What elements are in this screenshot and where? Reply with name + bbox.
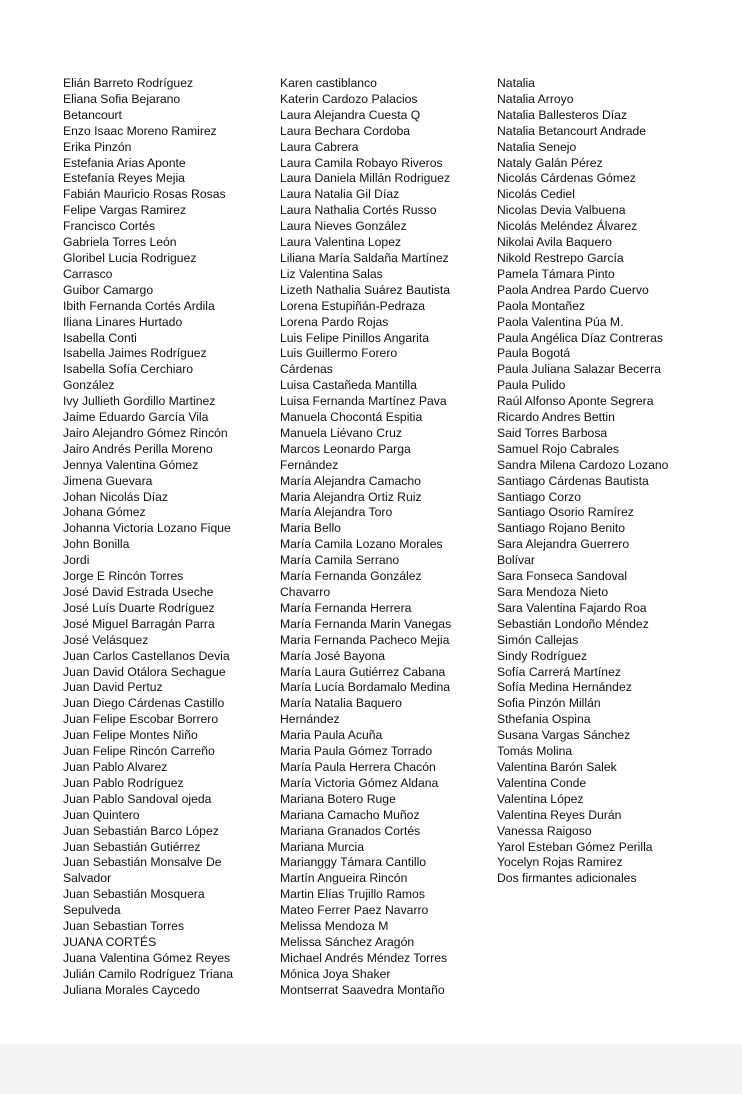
signatory-name: Lizeth Nathalia Suárez Bautista (280, 282, 451, 297)
signatory-name: Paula Bogotá (497, 346, 571, 361)
signatory-name: Gabriela Torres León (63, 235, 177, 250)
signatory-name: Yocelyn Rojas Ramirez (497, 855, 623, 870)
signatory-name: Maria Alejandra Ortiz Ruiz (280, 489, 422, 504)
signatory-name: Laura Camila Robayo Riveros (280, 155, 443, 170)
signatory-name: Maria Paula Gómez Torrado (280, 744, 433, 759)
signatory-name: Jaime Eduardo García Vila (63, 410, 209, 425)
signatory-name: Juan David Pertuz (63, 680, 163, 695)
signatory-name: Natalia (497, 76, 535, 90)
signatory-name: Paola Andrea Pardo Cuervo (497, 282, 649, 297)
signatory-name: Laura Cabrera (280, 139, 359, 154)
signatory-name: Melissa Mendoza M (280, 919, 389, 934)
signatory-name: Liliana María Saldaña Martínez (280, 250, 449, 265)
signatory-name: Vanessa Raigoso (497, 823, 592, 838)
signatory-name: González (63, 378, 115, 393)
signatory-name: Martín Angueira Rincón (280, 871, 408, 886)
signatory-name: Luis Felipe Pinillos Angarita (280, 330, 430, 345)
signatory-name: Eliana Sofia Bejarano (63, 91, 181, 106)
signatory-name: Mariana Camacho Muñoz (280, 807, 420, 822)
signatory-name: Sara Alejandra Guerrero (497, 537, 630, 552)
signatory-name: Valentina Conde (497, 775, 587, 790)
signatory-name: María Alejandra Toro (280, 505, 393, 520)
signatory-name: Santiago Corzo (497, 489, 582, 504)
signatory-name: Melissa Sánchez Aragón (280, 934, 415, 949)
signatory-name: José Velásquez (63, 632, 149, 647)
signatory-name: Elián Barreto Rodríguez (63, 76, 194, 90)
signatory-name: Nikolai Avila Baquero (497, 235, 612, 250)
signatory-name: Natalia Senejo (497, 139, 577, 154)
signatory-name: Johanna Victoria Lozano Fique (63, 521, 231, 536)
signatory-name: Jairo Andrés Perilla Moreno (63, 441, 213, 456)
signatory-name: Sandra Milena Cardozo Lozano (497, 457, 669, 472)
signatory-name: José Miguel Barragán Parra (63, 616, 215, 631)
signatory-name: Natalia Ballesteros Díaz (497, 107, 628, 122)
signatory-name: María José Bayona (280, 648, 386, 663)
signatories-column-3 (497, 76, 668, 887)
signatory-name: Sebastián Londoño Méndez (497, 616, 649, 631)
signatory-name: Juan Diego Cárdenas Castillo (63, 696, 225, 711)
signatory-name: Laura Nieves González (280, 219, 407, 234)
signatory-name: Karen castiblanco (280, 76, 377, 90)
signatory-name: Maria Fernanda Pacheco Mejia (280, 632, 450, 647)
signatory-name: Nicolas Devia Valbuena (497, 203, 626, 218)
signatory-name: María Fernanda Marin Vanegas (280, 616, 452, 631)
signatory-name: María Natalia Baquero (280, 696, 402, 711)
signatory-name: Felipe Vargas Ramirez (63, 203, 187, 218)
signatory-name: Sepulveda (63, 903, 121, 918)
signatory-name: José Luís Duarte Rodríguez (63, 600, 215, 615)
signatory-name: Juan Sebastián Mosquera (63, 887, 205, 902)
signatory-name: María Paula Herrera Chacón (280, 759, 436, 774)
signatory-name: Ricardo Andres Bettin (497, 410, 615, 425)
signatory-name: Lorena Estupiñán-Pedraza (280, 298, 425, 313)
signatory-name: Liz Valentina Salas (280, 266, 383, 281)
signatory-name: Juan Felipe Rincón Carreño (63, 744, 215, 759)
signatory-name: Nicolás Meléndez Álvarez (497, 219, 638, 234)
signatory-name: Jennya Valentina Gómez (63, 457, 199, 472)
signatory-name: Juan Pablo Sandoval ojeda (63, 791, 212, 806)
signatory-name: Laura Nathalia Cortés Russo (280, 203, 437, 218)
signatory-name: María Lucía Bordamalo Medina (280, 680, 451, 695)
signatory-name: Samuel Rojo Cabrales (497, 441, 619, 456)
signatory-name: Lorena Pardo Rojas (280, 314, 389, 329)
signatory-name: Maria Paula Acuña (280, 728, 383, 743)
signatory-name: Juan Sebastián Gutiérrez (63, 839, 201, 854)
signatory-name: Juan Pablo Alvarez (63, 759, 168, 774)
signatory-name: Laura Daniela Millán Rodriguez (280, 171, 451, 186)
signatory-name: Marcos Leonardo Parga (280, 441, 411, 456)
signatory-name: JUANA CORTÉS (63, 934, 157, 949)
signatory-name: Isabella Jaimes Rodríguez (63, 346, 207, 361)
signatory-name: Sofía Medina Hernández (497, 680, 632, 695)
signatory-name: Enzo Isaac Moreno Ramirez (63, 123, 217, 138)
signatory-name: Marianggy Támara Cantillo (280, 855, 427, 870)
signatory-name: Julián Camilo Rodríguez Triana (63, 966, 234, 981)
signatory-name: Laura Valentina Lopez (280, 235, 402, 250)
signatory-name: Natalia Betancourt Andrade (497, 123, 647, 138)
signatory-name: Nicolás Cediel (497, 187, 575, 202)
signatory-name: Sara Fonseca Sandoval (497, 569, 628, 584)
signatory-name: Ivy Jullieth Gordillo Martinez (63, 394, 216, 409)
signatory-name: Johana Gómez (63, 505, 146, 520)
signatory-name: Juan Sebastián Monsalve De (63, 855, 222, 870)
signatory-name: Juan David Otálora Sechague (63, 664, 226, 679)
signatory-name: Manuela Liévano Cruz (280, 425, 402, 440)
signatory-name: Chavarro (280, 585, 331, 599)
signatory-name: Said Torres Barbosa (497, 425, 608, 440)
signatory-name: Isabella Sofía Cerchiaro (63, 362, 194, 377)
signatory-name: María Alejandra Camacho (280, 473, 421, 488)
signatories-column-2 (280, 76, 451, 999)
signatory-name: Juan Sebastián Barco López (63, 823, 219, 838)
signatory-name: Jordi (63, 553, 90, 568)
signatory-name: Estefanía Reyes Mejia (63, 171, 185, 186)
signatory-name: María Camila Serrano (280, 553, 400, 568)
signatory-name: Pamela Támara Pinto (497, 266, 615, 281)
signatory-name: Juan Quintero (63, 807, 140, 822)
signatory-name: Sofia Pinzón Millán (497, 696, 601, 711)
signatory-name: Fabián Mauricio Rosas Rosas (63, 187, 226, 202)
signatory-name: Santiago Osorio Ramírez (497, 505, 634, 520)
signatory-name: Valentina López (497, 791, 584, 806)
signatory-name: Valentina Barón Salek (497, 759, 617, 774)
signatory-name: Betancourt (63, 107, 122, 122)
signatory-name: Jairo Alejandro Gómez Rincón (63, 425, 228, 440)
signatory-name: Sara Valentina Fajardo Roa (497, 600, 647, 615)
signatory-name: Michael Andrés Méndez Torres (280, 950, 448, 965)
signatory-name: Martin Elías Trujillo Ramos (280, 887, 425, 902)
signatory-name: Valentina Reyes Durán (497, 807, 622, 822)
signatory-name: Jimena Guevara (63, 473, 153, 488)
signatory-name: Raúl Alfonso Aponte Segrera (497, 394, 654, 409)
signatory-name: Sara Mendoza Nieto (497, 585, 609, 599)
signatory-name: Francisco Cortés (63, 219, 156, 234)
signatory-name: Isabella Conti (63, 330, 137, 345)
signatory-name: Tomás Molina (497, 744, 573, 759)
signatory-name: Cárdenas (280, 362, 333, 377)
signatory-name: Bolívar (497, 553, 535, 568)
signatory-name: Sindy Rodríguez (497, 648, 588, 663)
signatory-name: Iliana Linares Hurtado (63, 314, 183, 329)
signatory-name: Dos firmantes adicionales (497, 871, 637, 886)
signatory-name: Hernández (280, 712, 340, 727)
signatory-name: Luis Guillermo Forero (280, 346, 398, 361)
signatory-name: Santiago Cárdenas Bautista (497, 473, 649, 488)
signatory-name: Juan Carlos Castellanos Devia (63, 648, 230, 663)
signatory-name: Sthefania Ospina (497, 712, 591, 727)
signatory-name: Juliana Morales Caycedo (63, 982, 200, 997)
signatory-name: Manuela Chocontá Espitia (280, 410, 423, 425)
signatory-name: Maria Bello (280, 521, 341, 536)
signatory-name: María Laura Gutiérrez Cabana (280, 664, 446, 679)
signatory-name: Juan Felipe Montes Niño (63, 728, 198, 743)
signatory-name: Katerin Cardozo Palacios (280, 91, 418, 106)
signatory-name: Paola Montañez (497, 298, 586, 313)
signatory-name: Fernández (280, 457, 339, 472)
signatory-name: Juan Felipe Escobar Borrero (63, 712, 219, 727)
signatory-name: Natalia Arroyo (497, 91, 574, 106)
signatory-name: Estefania Arias Aponte (63, 155, 186, 170)
signatory-name: Sofía Carrerá Martínez (497, 664, 621, 679)
signatory-name: Nataly Galán Pérez (497, 155, 603, 170)
signatory-name: Nikold Restrepo García (497, 250, 624, 265)
signatory-name: Yarol Esteban Gómez Perilla (497, 839, 653, 854)
signatory-name: Paola Valentina Púa M. (497, 314, 624, 329)
signatory-name: Nicolás Cárdenas Gómez (497, 171, 636, 186)
signatory-name: John Bonilla (63, 537, 130, 552)
signatory-name: Santiago Rojano Benito (497, 521, 626, 536)
signatory-name: Paula Angélica Díaz Contreras (497, 330, 663, 345)
signatory-name: Juan Pablo Rodríguez (63, 775, 184, 790)
signatory-name: Laura Alejandra Cuesta Q (280, 107, 421, 122)
signatory-name: Luisa Castañeda Mantilla (280, 378, 417, 393)
signatory-name: Laura Natalia Gil Díaz (280, 187, 400, 202)
signatory-name: Jorge E Rincón Torres (63, 569, 184, 584)
signatories-column-1 (63, 76, 233, 999)
signatory-name: María Fernanda González (280, 569, 422, 584)
signatory-name: Mateo Ferrer Paez Navarro (280, 903, 429, 918)
signatory-name: Erika Pinzón (63, 139, 132, 154)
signatory-name: Juana Valentina Gómez Reyes (63, 950, 231, 965)
signatory-name: María Victoria Gómez Aldana (280, 775, 439, 790)
signatory-name: Ibith Fernanda Cortés Ardila (63, 298, 215, 313)
signatory-name: María Fernanda Herrera (280, 600, 412, 615)
signatory-name: Luisa Fernanda Martínez Pava (280, 394, 447, 409)
signatory-name: Mariana Granados Cortés (280, 823, 421, 838)
signatory-name: Carrasco (63, 266, 113, 281)
signatory-name: Laura Bechara Cordoba (280, 123, 411, 138)
signatory-name: Juan Sebastian Torres (63, 919, 185, 934)
signatory-name: Susana Vargas Sánchez (497, 728, 631, 743)
signatory-name: Gloribel Lucia Rodriguez (63, 250, 197, 265)
signatory-name: Montserrat Saavedra Montaño (280, 982, 445, 997)
signatory-name: Salvador (63, 871, 112, 886)
signatory-name: Mónica Joya Shaker (280, 966, 391, 981)
signatory-name: Paula Juliana Salazar Becerra (497, 362, 661, 377)
signatory-name: Simón Callejas (497, 632, 579, 647)
signatory-name: Mariana Botero Ruge (280, 791, 396, 806)
signatory-name: Mariana Murcia (280, 839, 364, 854)
signatory-name: Paula Pulido (497, 378, 566, 393)
signatory-name: Johan Nicolás Díaz (63, 489, 168, 504)
signatory-name: María Camila Lozano Morales (280, 537, 443, 552)
signatory-name: José David Estrada Useche (63, 585, 214, 599)
signatory-name: Guibor Camargo (63, 282, 154, 297)
